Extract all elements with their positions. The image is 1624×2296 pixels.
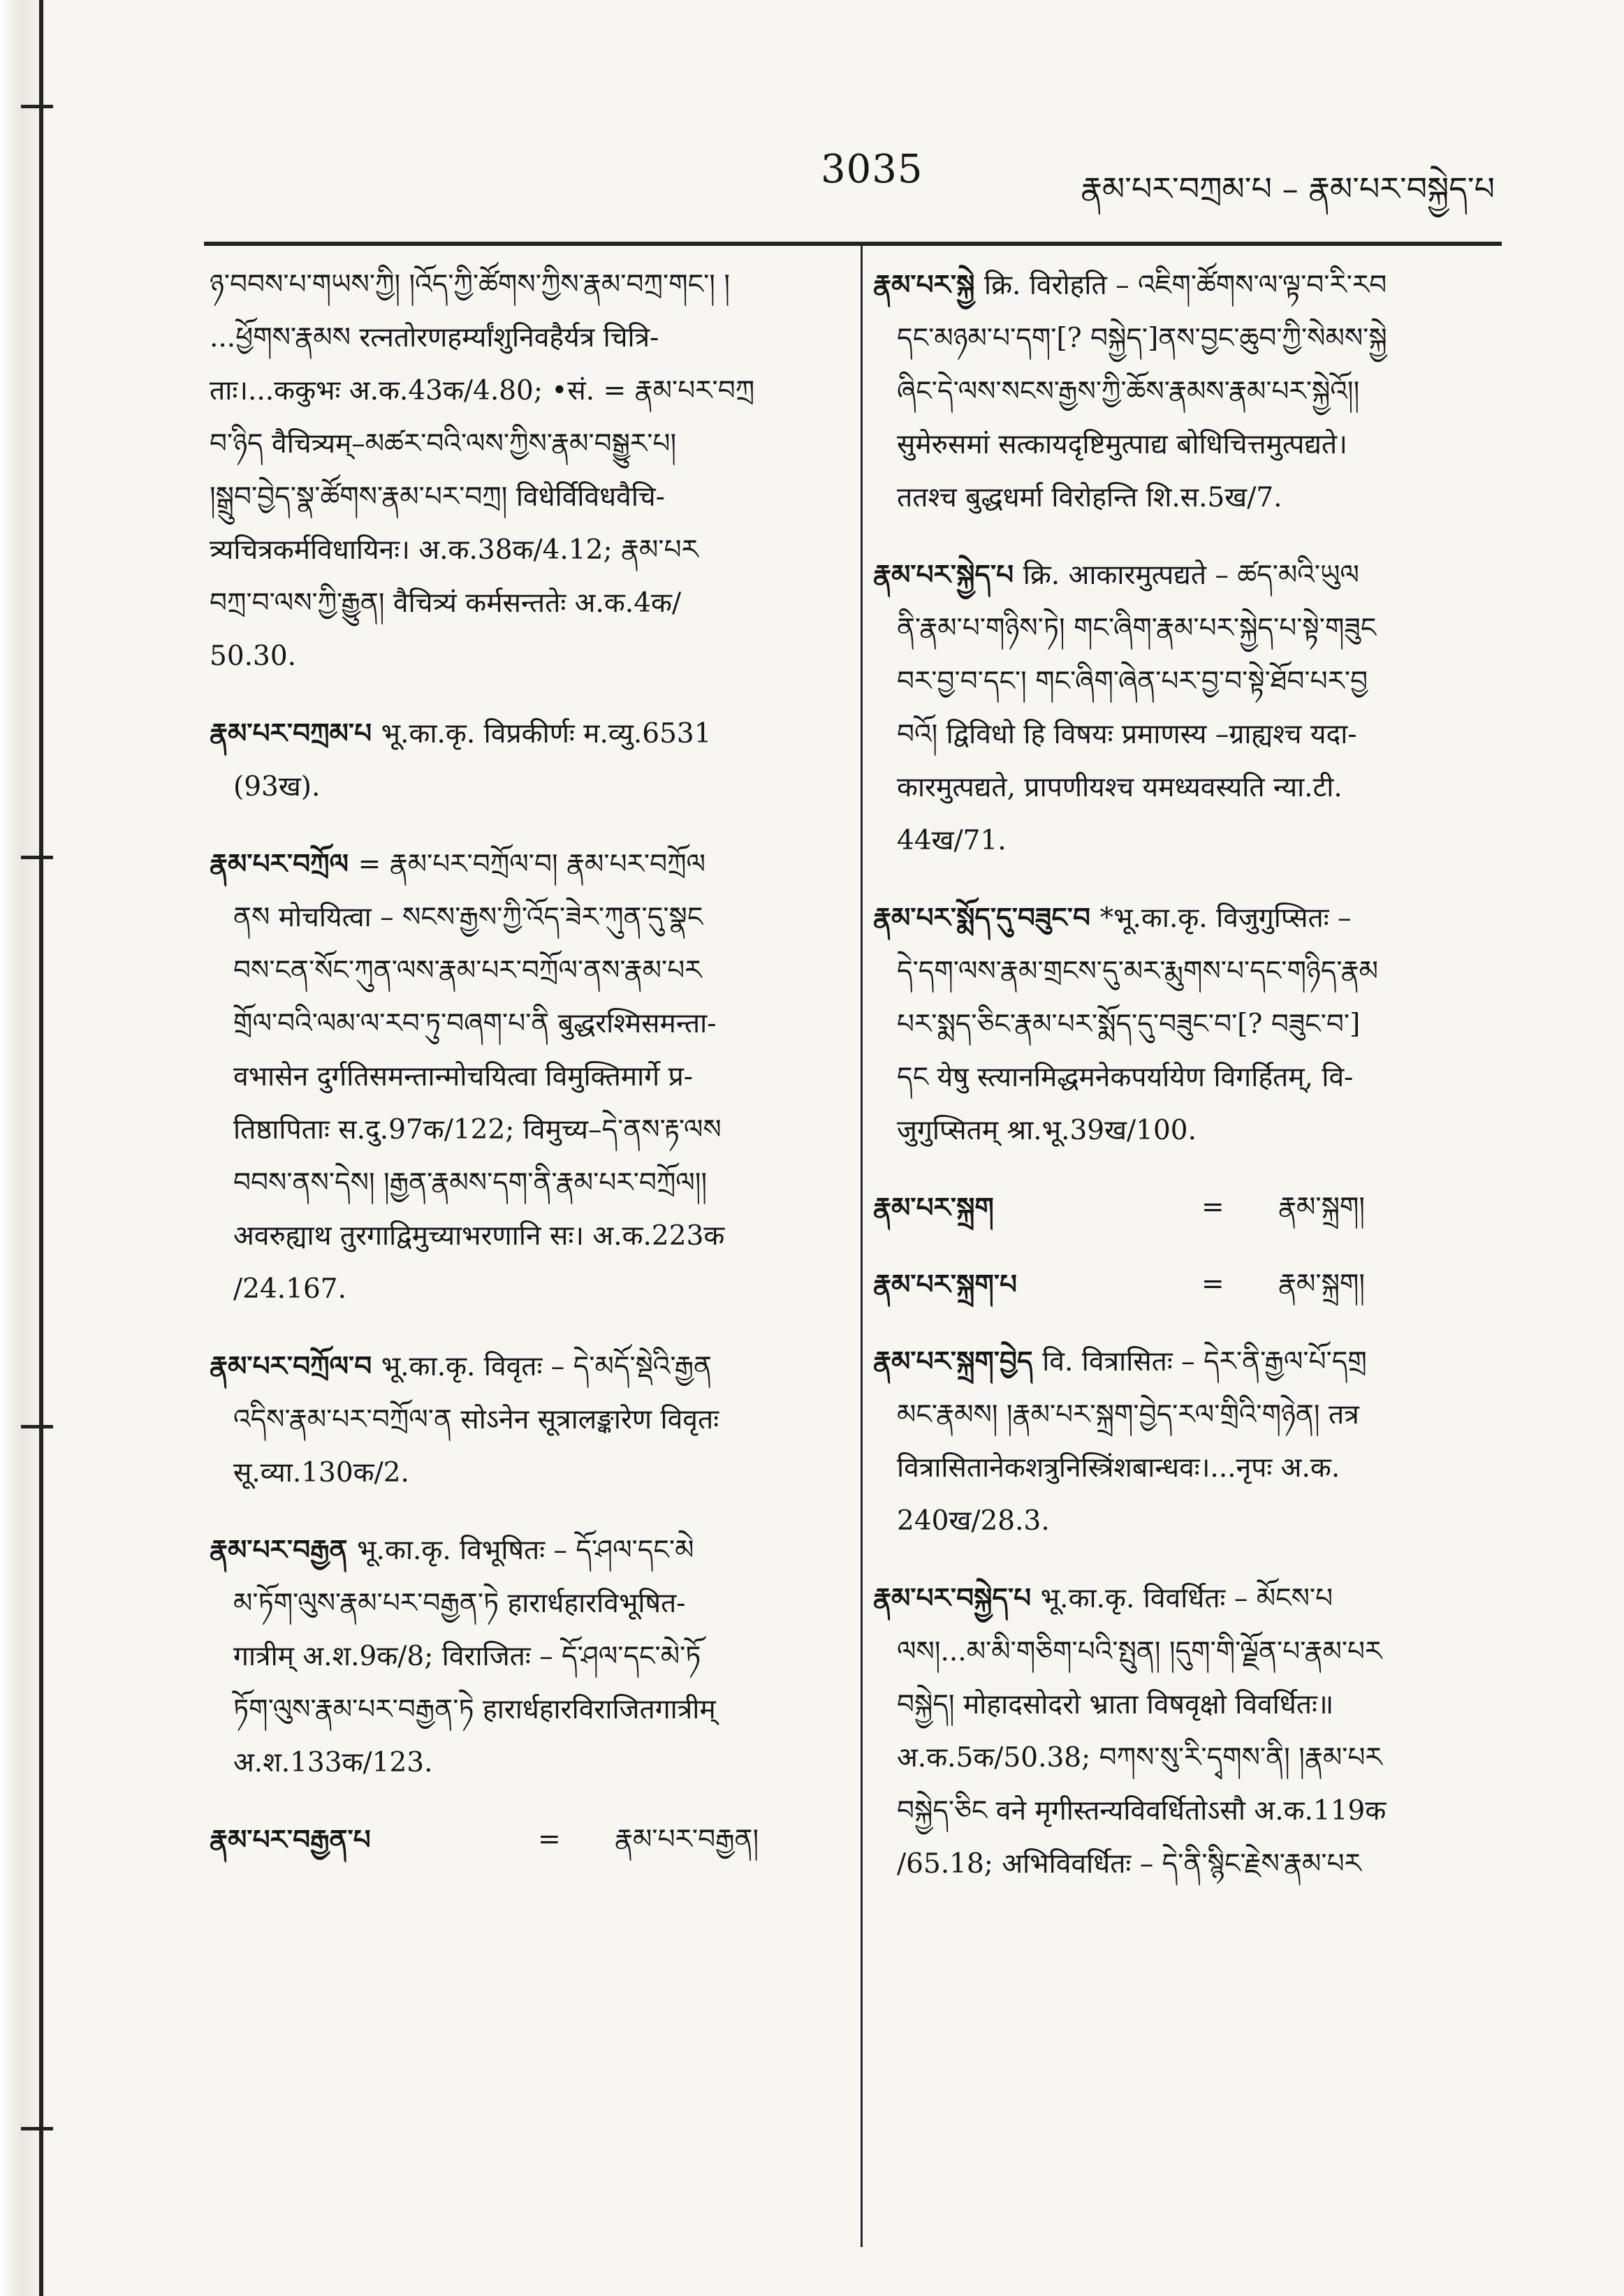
cross-reference-target: རྣམ་སྐྲག། — [1278, 1192, 1366, 1223]
page-header — [196, 140, 1495, 217]
entry-line: अ.श.133क/123. — [233, 1747, 433, 1778]
entry-line: ནས मोचयित्वा – སངས་རྒྱས་ཀྱི་འོད་ཟེར་ཀུན་དུ་སྣང — [233, 902, 703, 933]
cross-reference-target: རྣམ་སྐྲག། — [1278, 1268, 1366, 1300]
entry-text: *भू.का.कृ. विजुगुप्सितः – — [1099, 902, 1352, 934]
entry-line: /24.167. — [233, 1273, 346, 1305]
dictionary-entry — [210, 258, 831, 683]
dictionary-entry — [873, 548, 1498, 868]
entry-headword: རྣམ་པར་བཀྲམ་པ — [210, 717, 381, 750]
entry-line: བས་ངན་སོང་ཀུན་ལས་རྣམ་པར་བཀྲོལ་ནས་རྣམ་པར — [233, 955, 702, 986]
dictionary-entry — [210, 1813, 831, 1866]
entry-line: མ་ཏོག་ལུས་རྣམ་པར་བརྒྱན་ཏེ हारार्धहारविभूषित- — [233, 1588, 686, 1619]
entry-text: वि. वित्रासितः – དེར་ནི་རྒྱལ་པོ་དགྲ — [1042, 1346, 1367, 1377]
entry-line: 44ख/71. — [897, 825, 1007, 856]
entry-text: क्रि. आकारमुत्पद्यते – ཚད་མའི་ཡུལ — [1023, 560, 1359, 591]
entry-text: क्रि. विरोहति – འཇིག་ཚོགས་ལ་ལྟ་བ་རི་རབ — [983, 270, 1387, 301]
entry-line: /65.18; अभिविवर्धितः – དེ་ནི་སྙིང་རྗེས་རྣམ་པར — [897, 1848, 1361, 1880]
dictionary-entry — [210, 1340, 831, 1500]
entry-headword: རྣམ་པར་བརྒྱན་པ — [210, 1824, 371, 1856]
entry-headword: རྣམ་པར་སྨོད་དུ་བཟུང་བ — [873, 902, 1100, 934]
entry-line: བསྐྱེད། मोहादसोदरो भ्राता विषवृक्षो विवर्धितः॥ — [897, 1689, 1334, 1720]
entry-line: བའོ། द्विविधो हि विषयः प्रमाणस्य –ग्राह्यश्च यदा- — [897, 719, 1357, 750]
entry-line: བསྐྱེད་ཅིང वने मृगीस्तन्यविवर्धितोऽसौ अ.क.119क — [897, 1795, 1387, 1827]
dictionary-entry — [210, 1523, 831, 1790]
entry-line: ཞིང་དེ་ལས་སངས་རྒྱས་ཀྱི་ཆོས་རྣམས་རྣམ་པར་སྐྱེའོ།། — [897, 376, 1360, 407]
entry-line: गात्रीम् अ.श.9क/8; विराजितः – དོ་ཤལ་དང་མེ་ཏོ — [233, 1641, 701, 1672]
entry-line: ནི་རྣམ་པ་གཉིས་ཏེ། གང་ཞིག་རྣམ་པར་སྐྱེད་པ་སྟེ་གཟུང — [897, 613, 1377, 644]
entry-line: ལས།...མ་མི་གཅིག་པའི་སྤུན། །དུག་གི་ལྗོན་པ་རྣམ་པར — [897, 1636, 1382, 1667]
running-head: རྣམ་པར་བཀྲམ་པ – རྣམ་པར་བསྐྱེད་པ — [1081, 170, 1495, 207]
entry-line: अवरुह्याथ तुरगाद्विमुच्याभरणानि सः। अ.क.223क — [233, 1220, 725, 1252]
entry-headword: རྣམ་པར་སྐྲག་པ — [873, 1268, 1018, 1301]
entry-first-line — [873, 1572, 1498, 1625]
entry-line: མང་རྣམས། །རྣམ་པར་སྐྲག་བྱེད་རལ་གྲིའི་གཉེན། तत्र — [897, 1399, 1359, 1431]
entry-line: དང་མཉམ་པ་དག་[? བསྐྱེད་]ནས་བྱང་ཆུབ་ཀྱི་སེམས་སྐྱེ — [897, 323, 1387, 354]
binding-mark — [21, 105, 53, 108]
entry-line: त्र्यचित्रकर्मविधायिनः। अ.क.38क/4.12; རྣམ་པར — [210, 534, 698, 566]
entry-line: བཀྲ་བ་ལས་ཀྱི་རྒྱུན། वैचित्र्यं कर्मसन्ततेः अ.क.4क/ — [210, 587, 682, 619]
entry-line: པར་སྨད་ཅིང་རྣམ་པར་སྨོད་དུ་བཟུང་བ་[? བཟུང་བ་] — [897, 1009, 1361, 1040]
right-column — [873, 258, 1498, 1915]
entry-line: བབས་ནས་དེས། །རྒྱན་རྣམས་དག་ནི་རྣམ་པར་བཀྲོལ།། — [233, 1167, 708, 1199]
entry-line: དང येषु स्त्यानमिद्धमनेकपर्यायेण विगर्हितम्, वि- — [897, 1062, 1354, 1093]
dictionary-entry — [210, 838, 831, 1316]
binding-mark — [21, 856, 53, 859]
entry-headword: རྣམ་པར་བསྐྱེད་པ — [873, 1582, 1041, 1614]
entry-first-line — [873, 548, 1498, 602]
entry-line: कारमुत्पद्यते, प्रापणीयश्च यमध्यवस्यति न्या.टी. — [897, 772, 1343, 803]
entry-first-line — [210, 838, 831, 891]
entry-text: = རྣམ་པར་བཀྲོལ་བ། རྣམ་པར་བཀྲོལ — [358, 849, 706, 880]
entry-line: तिष्ठापिताः स.दु.97क/122; विमुच्य–དེ་ནས་རྟ་ལས — [233, 1114, 722, 1146]
column-divider — [861, 246, 863, 2247]
entry-first-line — [873, 258, 1498, 312]
entry-line: གྲོལ་བའི་ལམ་ལ་རབ་ཏུ་བཞག་པ་ནི बुद्धरश्मिसमन्ता- — [233, 1008, 717, 1039]
entry-line: དེ་དག་ལས་རྣམ་གྲངས་དུ་མར་རྨུགས་པ་དང་གཉིད་རྣམ — [897, 956, 1379, 987]
entry-first-line — [873, 1335, 1498, 1389]
entry-line: वभासेन दुर्गतिसमन्तान्मोचयित्वा विमुक्तिमार्गे प्र- — [233, 1061, 693, 1092]
dictionary-entry — [873, 1572, 1498, 1891]
entry-headword: རྣམ་པར་སྐྱེ — [873, 269, 984, 301]
dictionary-entry — [873, 1258, 1498, 1311]
entry-headword: རྣམ་པར་སྐྱེད་པ — [873, 559, 1023, 591]
equals-sign: = — [1201, 1192, 1224, 1223]
page-number: 3035 — [821, 147, 923, 192]
entry-first-line — [210, 707, 831, 761]
cross-reference-target: རྣམ་པར་བརྒྱན། — [615, 1824, 759, 1855]
entry-first-line — [873, 891, 1498, 945]
entry-headword: རྣམ་པར་བཀྲོལ — [210, 848, 358, 880]
cross-reference — [873, 1258, 1498, 1311]
entry-text: भू.का.कृ. विप्रकीर्णः म.व्यु.6531 — [381, 718, 712, 750]
dictionary-entry — [873, 1335, 1498, 1548]
dictionary-entry — [873, 258, 1498, 525]
dictionary-entry — [873, 1181, 1498, 1234]
entry-line: सुमेरुसमां सत्कायदृष्टिमुत्पाद्य बोधिचित्तमुत्पद्यते। — [897, 429, 1347, 460]
entry-text: भू.का.कृ. विभूषितः – དོ་ཤལ་དང་མེ — [357, 1535, 694, 1566]
header-rule — [204, 242, 1502, 246]
entry-line: 240ख/28.3. — [897, 1505, 1050, 1537]
entry-line: ཏོག་ལུས་རྣམ་པར་བརྒྱན་ཏེ हारार्धहारविराजितगात्रीम् — [233, 1694, 716, 1725]
left-column — [210, 258, 831, 1890]
entry-line: वित्रासितानेकशत्रुनिस्त्रिंशबान्धवः।...नृपः अ.क. — [897, 1452, 1340, 1484]
entry-headword: རྣམ་པར་སྐྲག — [873, 1192, 994, 1224]
entry-first-line — [210, 1523, 831, 1577]
entry-line: ...ཕྱོགས་རྣམས रत्नतोरणहर्म्यांशुनिवहैर्यत्र चित्रि- — [210, 322, 659, 353]
entry-first-line: ཉ་བབས་པ་གཡས་ཀྱི། །འོད་ཀྱི་ཚོགས་ཀྱིས་རྣམ་བཀྲ་གང་། ། — [210, 269, 731, 300]
entry-line: འདིས་རྣམ་པར་བཀྲོལ་ན सोऽनेन सूत्रालङ्कारेण विवृतः — [233, 1404, 719, 1435]
entry-text: भू.का.कृ. विवृतः – དེ་མདོ་སྡེའི་རྒྱན — [381, 1351, 712, 1382]
entry-line: (93ख). — [233, 771, 321, 803]
binding-mark — [21, 2127, 53, 2130]
entry-line: जुगुप्सितम् श्रा.भू.39ख/100. — [897, 1115, 1197, 1146]
equals-sign: = — [1201, 1268, 1224, 1300]
entry-first-line — [210, 1340, 831, 1394]
entry-line: ताः।...ककुभः अ.क.43क/4.80; •सं. = རྣམ་པར་བཀྲ — [210, 375, 755, 407]
binding-mark — [21, 1425, 53, 1428]
cross-reference — [873, 1181, 1498, 1234]
entry-text: भू.का.कृ. विवर्धितः – མོངས་པ — [1040, 1583, 1333, 1614]
equals-sign: = — [538, 1824, 561, 1855]
entry-headword: རྣམ་པར་སྐྲག་བྱེད — [873, 1345, 1043, 1377]
dictionary-entry — [873, 891, 1498, 1157]
entry-line: सू.व्या.130क/2. — [233, 1457, 409, 1489]
binding-line — [39, 0, 43, 2296]
entry-line: ततश्च बुद्धधर्मा विरोहन्ति शि.स.5ख/7. — [897, 482, 1282, 513]
entry-line: །སྒྲུབ་བྱེད་སྣ་ཚོགས་རྣམ་པར་བཀྲ། विधेर्विविधवैचि- — [210, 481, 665, 513]
entry-line: 50.30. — [210, 641, 297, 672]
entry-line: अ.क.5क/50.38; བཀས་སུ་རི་དྭགས་ནི། །རྣམ་པར — [897, 1742, 1382, 1774]
entry-line: བར་བྱ་བ་དང་། གང་ཞིག་ཞེན་པར་བྱ་བ་སྟེ་ཐོབ་པར་བྱ — [897, 666, 1368, 697]
cross-reference — [210, 1813, 831, 1866]
dictionary-entry — [210, 707, 831, 814]
entry-headword: རྣམ་པར་བཀྲོལ་བ — [210, 1350, 381, 1382]
entry-line: བ་ཉིད वैचित्र्यम्–མཚར་བའི་ལས་ཀྱིས་རྣམ་བསྒྱུར་པ། — [210, 428, 677, 460]
entry-headword: རྣམ་པར་བརྒྱན — [210, 1534, 358, 1566]
